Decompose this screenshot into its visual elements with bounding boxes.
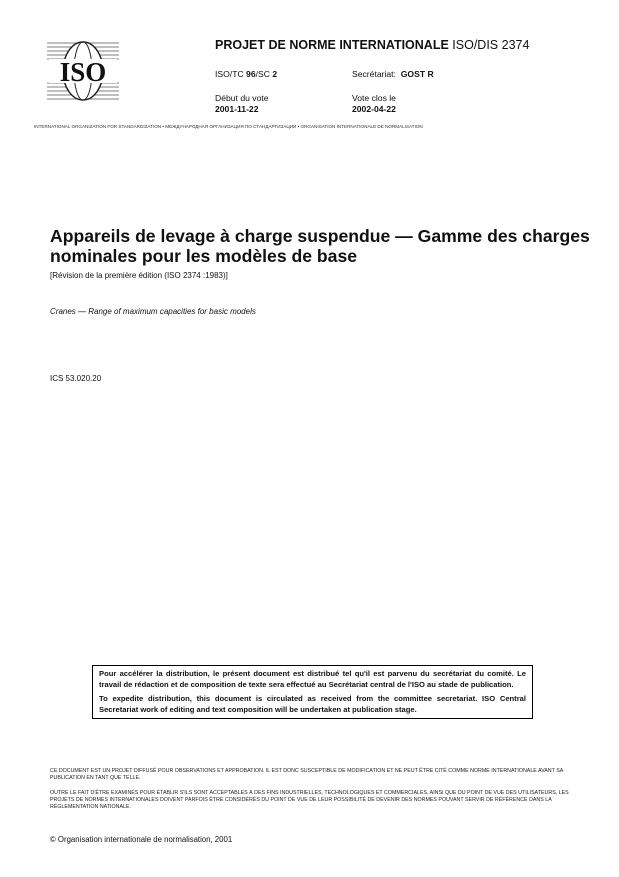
notice-english: To expedite distribution, this document is circulated as received from the committee secretariat. ISO Central Secretariat work of editing and text composition will be undertaken at publication stage. [99, 694, 526, 714]
vote-start-label: Début du vote [215, 93, 269, 103]
svg-text:ISO: ISO [59, 57, 107, 87]
ics-code: ICS 53.020.20 [50, 374, 102, 383]
vote-end-label: Vote clos le [352, 93, 396, 103]
secretariat: Secrétariat: GOST R [352, 69, 434, 79]
iso-logo [47, 40, 119, 102]
vote-end-date: 2002-04-22 [352, 104, 396, 114]
committee: ISO/TC 96/SC 2 [215, 69, 278, 79]
document-title: Appareils de levage à charge suspendue — Gamme des charges nominales pour les modèles de base [50, 226, 590, 266]
distribution-notice-box [92, 665, 533, 719]
organization-line: INTERNATIONAL ORGANIZATION FOR STANDARDIZATION • МЕЖДУНАРОДНАЯ ОРГАНИЗАЦИЯ ПО СТАНДАРТИЗАЦИИ • ORGANISATION INTERNATIONALE DE NORMALISATION [34, 124, 423, 129]
disclaimer-2: OUTRE LE FAIT D'ÊTRE EXAMINÉS POUR ÉTABLIR S'ILS SONT ACCEPTABLES À DES FINS INDUSTRIELLES, TECHNOLOGIQUES ET COMMERCIALES, AINSI QUE DU POINT DE VUE DES UTILISATEURS, LES PROJETS DE NORMES INTERNATIONALES DOIVENT PARFOIS ÊTRE CONSIDÉRÉS DU POINT DE VUE DE LEUR POSSIBILITÉ DE DEVENIR DES NORMES POUVANT SERVIR DE RÉFÉRENCE DANS LA RÉGLEMENTATION NATIONALE. [50, 790, 569, 811]
vote-start-date: 2001-11-22 [215, 104, 259, 114]
revision-note: [Révision de la première édition (ISO 2374 :1983)] [50, 271, 228, 280]
copyright: © Organisation internationale de normalisation, 2001 [50, 835, 233, 844]
english-title: Cranes — Range of maximum capacities for basic models [50, 307, 256, 316]
disclaimer-1: CE DOCUMENT EST UN PROJET DIFFUSÉ POUR OBSERVATIONS ET APPROBATION. IL EST DONC SUSCEPTIBLE DE MODIFICATION ET NE PEUT ÊTRE CITÉ COMME NORME INTERNATIONALE AVANT SA PUBLICATION EN TANT QUE TELLE. [50, 768, 563, 782]
document-type: PROJET DE NORME INTERNATIONALE ISO/DIS 2374 [215, 38, 530, 52]
notice-french: Pour accélérer la distribution, le présent document est distribué tel qu'il est parvenu du secrétariat du comité. Le travail de rédaction et de composition de texte sera effectué au Secrétariat central de l'ISO au stade de publication. [99, 669, 526, 689]
